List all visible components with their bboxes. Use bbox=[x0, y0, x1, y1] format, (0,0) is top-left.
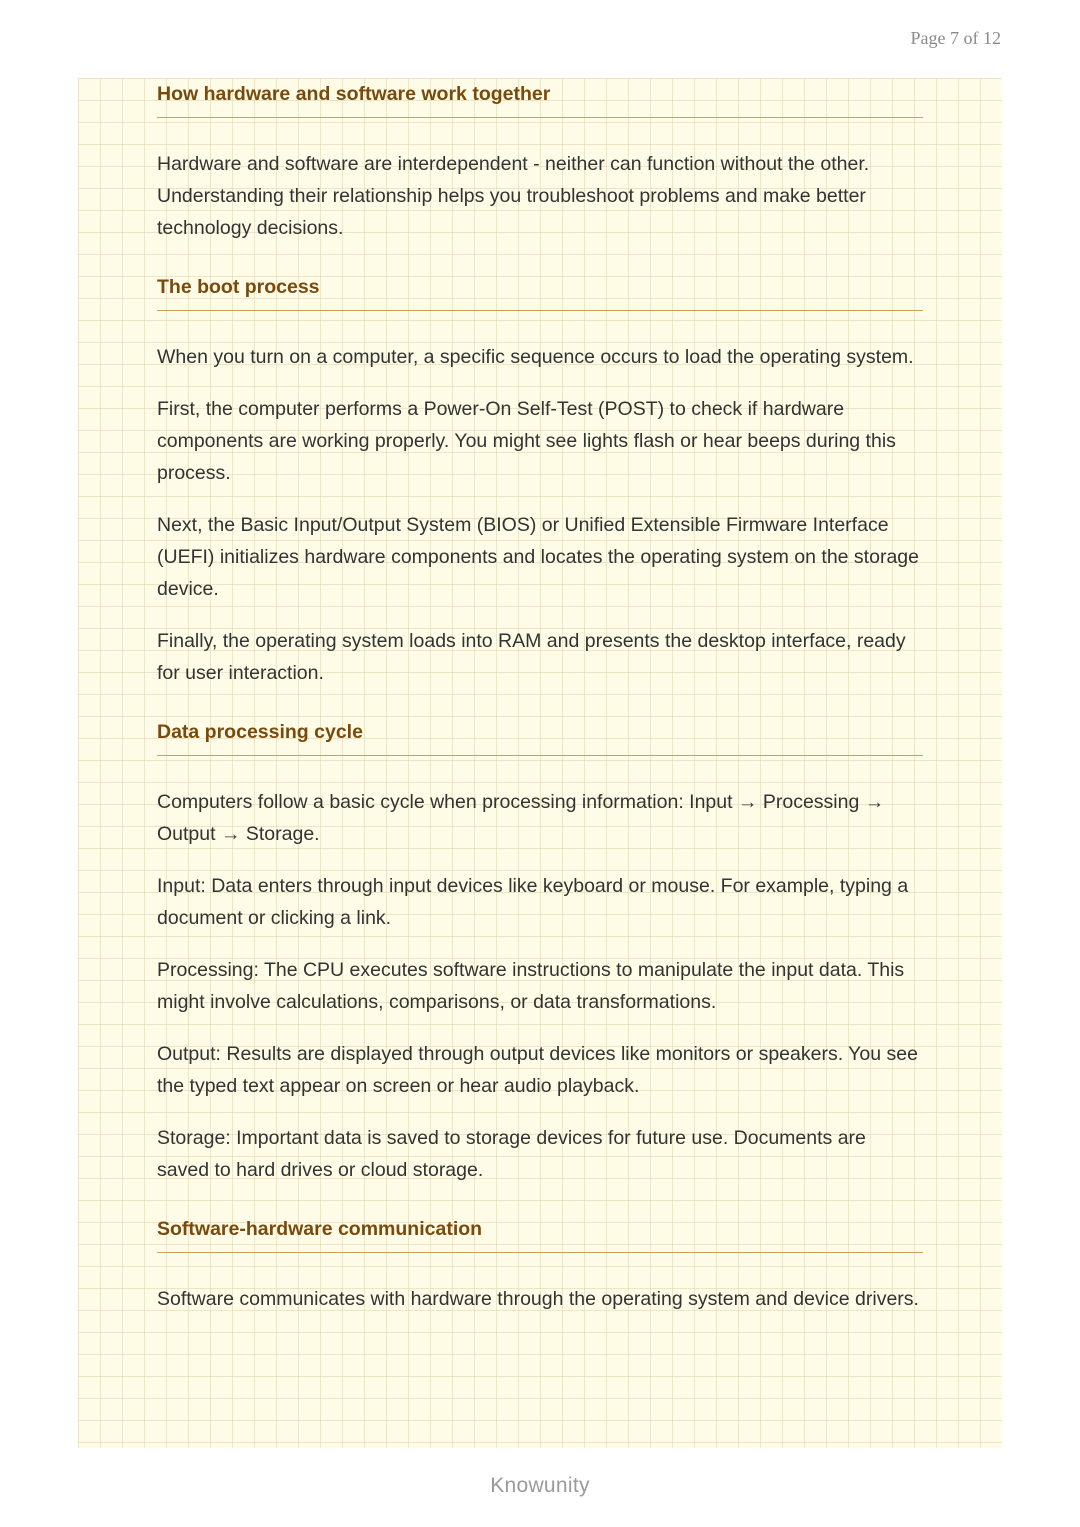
paragraph: Hardware and software are interdependent - neither can function without the other. Understanding their relationship helps you troubleshoot problems and make better technology decisions. bbox=[157, 153, 870, 239]
section-heading: The boot process bbox=[157, 276, 320, 298]
section-software-hardware-communication bbox=[157, 1215, 923, 1315]
paragraph: Software communicates with hardware through the operating system and device drivers. bbox=[157, 1288, 919, 1310]
section-hardware-software bbox=[157, 80, 923, 244]
section-heading: Data processing cycle bbox=[157, 721, 363, 743]
section-data-processing-cycle bbox=[157, 718, 923, 1186]
paragraph: Processing: The CPU executes software instructions to manipulate the input data. This might involve calculations, comparisons, or data transformations. bbox=[157, 959, 905, 1013]
page-number: Page 7 of 12 bbox=[910, 28, 1001, 48]
section-divider bbox=[157, 117, 923, 118]
paragraph: Storage: Important data is saved to storage devices for future use. Documents are saved to hard drives or cloud storage. bbox=[157, 1127, 866, 1181]
paragraph: First, the computer performs a Power-On Self-Test (POST) to check if hardware components are working properly. You might see lights flash or hear beeps during this process. bbox=[157, 398, 896, 484]
paragraph: Input: Data enters through input devices like keyboard or mouse. For example, typing a document or clicking a link. bbox=[157, 875, 909, 929]
section-heading: Software-hardware communication bbox=[157, 1218, 483, 1240]
section-heading: How hardware and software work together bbox=[157, 83, 551, 105]
document-content bbox=[157, 78, 923, 1315]
paragraph: Finally, the operating system loads into RAM and presents the desktop interface, ready for user interaction. bbox=[157, 630, 906, 684]
paragraph: Output: Results are displayed through output devices like monitors or speakers. You see the typed text appear on screen or hear audio playback. bbox=[157, 1043, 918, 1097]
paragraph: Next, the Basic Input/Output System (BIOS) or Unified Extensible Firmware Interface (UEFI) initializes hardware components and locates the operating system on the storage device. bbox=[157, 514, 919, 600]
paragraph: Computers follow a basic cycle when processing information: Input → Processing → Output → Storage. bbox=[157, 791, 885, 845]
footer-brand: Knowunity bbox=[490, 1474, 590, 1497]
paragraph: When you turn on a computer, a specific sequence occurs to load the operating system. bbox=[157, 346, 914, 368]
section-divider bbox=[157, 310, 923, 311]
section-boot-process bbox=[157, 273, 923, 689]
section-divider bbox=[157, 1252, 923, 1253]
section-divider bbox=[157, 755, 923, 756]
